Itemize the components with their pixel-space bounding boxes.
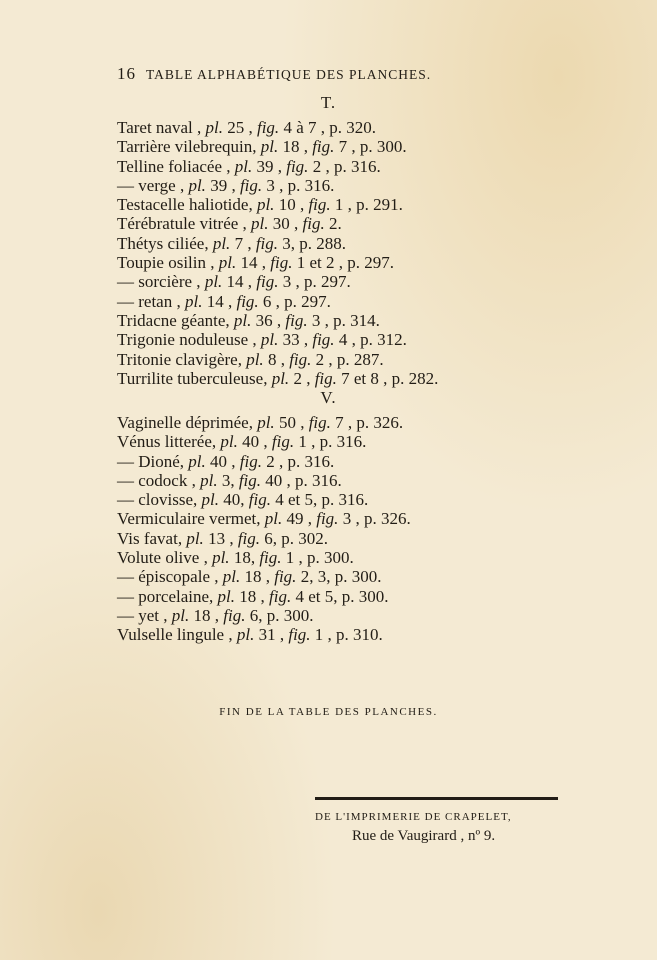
entry-text: 7 , (230, 233, 256, 253)
entry-text: — retan , (117, 291, 185, 311)
entry-abbrev: pl. (188, 451, 206, 471)
index-entry (117, 413, 537, 432)
entry-text: 4 à 7 , p. 320. (279, 118, 376, 137)
index-entry (117, 330, 537, 349)
printer-line-1: DE L'IMPRIMERIE DE CRAPELET, (315, 811, 512, 823)
entry-list-v (117, 413, 537, 645)
entry-text: Tarrière vilebrequin, (117, 137, 261, 157)
entry-text: 8 , (263, 349, 290, 369)
entry-text: 39 , (205, 175, 240, 195)
entry-abbrev: fig. (256, 272, 279, 292)
entry-abbrev: pl. (188, 175, 206, 195)
entry-text: 2, 3, p. 300. (296, 567, 382, 587)
entry-abbrev: fig. (239, 175, 263, 195)
entry-abbrev: pl. (236, 625, 255, 645)
entry-text: 49 , (282, 509, 317, 529)
entry-text: Testacelle haliotide, (117, 195, 257, 215)
entry-text: 3 , p. 297. (278, 272, 351, 292)
entry-text: 4 et 5, p. 316. (270, 490, 369, 510)
index-entry (117, 176, 537, 195)
entry-abbrev: pl. (204, 272, 223, 292)
entry-text: 2 , (289, 368, 315, 388)
running-head (117, 64, 517, 84)
entry-abbrev: fig. (248, 490, 271, 510)
index-entry (117, 234, 537, 253)
index-entry (117, 311, 537, 330)
entry-abbrev: pl. (234, 156, 253, 176)
entry-text: 36 , (251, 310, 286, 330)
entry-abbrev: pl. (205, 118, 223, 137)
entry-abbrev: pl. (201, 490, 220, 510)
index-entry (117, 272, 537, 291)
index-entry (117, 369, 537, 388)
entry-text: 6, p. 300. (245, 605, 314, 625)
entry-text: 7 , p. 300. (334, 137, 407, 157)
entry-text: Vénus litterée, (117, 432, 221, 452)
entry-text: Térébratule vitrée , (117, 214, 252, 234)
entry-abbrev: pl. (184, 291, 203, 311)
entry-abbrev: fig. (289, 349, 312, 369)
entry-text: 3 , p. 326. (338, 509, 411, 529)
entry-text: Tritonie clavigère, (117, 349, 247, 369)
section-heading-t: T. (320, 93, 337, 112)
index-entry (117, 350, 537, 369)
entry-text: Vulselle lingule , (117, 625, 237, 645)
entry-text: 2 , p. 316. (308, 156, 381, 176)
entry-text: — verge , (117, 175, 189, 195)
entry-text: Toupie osilin , (117, 253, 219, 273)
entry-abbrev: fig. (271, 432, 295, 452)
entry-text: 4 , p. 312. (334, 330, 407, 350)
index-entry (117, 587, 537, 606)
index-entry (117, 625, 537, 644)
entry-abbrev: fig. (238, 470, 262, 490)
page-number: 16 (117, 64, 136, 83)
entry-text: 1 , p. 300. (281, 548, 354, 568)
entry-text: 33 , (278, 330, 313, 350)
entry-abbrev: pl. (186, 528, 204, 548)
divider-rule (315, 797, 558, 800)
entry-text: Vis favat, (117, 528, 187, 548)
index-entry (117, 137, 537, 156)
entry-abbrev: fig. (259, 548, 282, 568)
colophon: FIN DE LA TABLE DES PLANCHES. (219, 706, 438, 718)
entry-text: 40 , p. 316. (261, 470, 342, 490)
entry-text: 1 , p. 291. (330, 195, 403, 215)
entry-abbrev: pl. (251, 214, 269, 234)
entry-text: — Dioné, (117, 451, 189, 471)
entry-abbrev: fig. (269, 586, 292, 606)
entry-text: 3, p. 288. (278, 233, 347, 253)
entry-abbrev: pl. (220, 432, 238, 452)
entry-text: 6 , p. 297. (258, 291, 331, 311)
entry-text: 25 , (222, 118, 257, 137)
entry-text: 3 , p. 314. (307, 310, 380, 330)
entry-text: 40 , (205, 451, 240, 471)
entry-abbrev: fig. (223, 605, 246, 625)
entry-text: Thétys ciliée, (117, 233, 213, 253)
entry-text: Vermiculaire vermet, (117, 509, 265, 529)
entry-text: 31 , (254, 625, 289, 645)
entry-text: — porcelaine, (117, 586, 218, 606)
entry-text: 14 , (202, 291, 237, 311)
entry-text: Trigonie noduleuse , (117, 330, 261, 350)
index-entry (117, 567, 537, 586)
entry-text: 18 , (240, 567, 275, 587)
index-entry (117, 253, 537, 272)
entry-text: 18 , (189, 605, 224, 625)
entry-text: Turrilite tuberculeuse, (117, 368, 272, 388)
entry-text: 14 , (236, 253, 271, 273)
index-entry (117, 432, 537, 451)
entry-text: 18 , (278, 137, 313, 157)
entry-text: 1 , p. 316. (294, 432, 367, 452)
entry-abbrev: fig. (316, 509, 339, 529)
entry-text: 13 , (203, 528, 238, 548)
entry-abbrev: pl. (256, 195, 275, 215)
entry-abbrev: fig. (274, 567, 297, 587)
entry-text: — clovisse, (117, 490, 202, 510)
index-entry (117, 157, 537, 176)
entry-text: Telline foliacée , (117, 156, 235, 176)
entry-text: 14 , (222, 272, 257, 292)
entry-abbrev: pl. (260, 330, 279, 350)
entry-abbrev: pl. (271, 368, 290, 388)
entry-text: 2 , p. 287. (311, 349, 384, 369)
entry-text: 50 , (274, 413, 309, 432)
entry-text: 6, p. 302. (260, 528, 329, 548)
index-entry (117, 118, 537, 137)
entry-abbrev: fig. (236, 291, 259, 311)
entry-text: 18 , (235, 586, 270, 606)
entry-abbrev: pl. (246, 349, 264, 369)
entry-abbrev: fig. (255, 233, 279, 253)
entry-abbrev: pl. (217, 586, 236, 606)
entry-abbrev: fig. (308, 413, 331, 432)
index-entry (117, 529, 537, 548)
entry-abbrev: fig. (288, 625, 311, 645)
entry-abbrev: fig. (308, 195, 331, 215)
entry-text: 39 , (252, 156, 287, 176)
entry-abbrev: fig. (270, 253, 293, 273)
entry-abbrev: pl. (233, 310, 252, 330)
entry-text: 40 , (237, 432, 272, 452)
index-entry (117, 606, 537, 625)
entry-text: 40, (219, 490, 249, 510)
entry-text: Vaginelle déprimée, (117, 413, 258, 432)
entry-text: 3, (217, 470, 239, 490)
index-entry (117, 195, 537, 214)
entry-text: 7 et 8 , p. 282. (336, 368, 439, 388)
entry-text: 18, (229, 548, 260, 568)
entry-abbrev: fig. (239, 451, 262, 471)
entry-text: 10 , (274, 195, 309, 215)
entry-abbrev: fig. (314, 368, 337, 388)
entry-abbrev: fig. (312, 137, 335, 157)
index-entry (117, 509, 537, 528)
index-entry (117, 214, 537, 233)
entry-text: 7 , p. 326. (330, 413, 404, 432)
entry-text: 1 et 2 , p. 297. (292, 253, 394, 273)
entry-abbrev: fig. (285, 310, 308, 330)
index-entry (117, 452, 537, 471)
entry-text: — sorcière , (117, 272, 205, 292)
entry-abbrev: pl. (257, 413, 275, 432)
index-entry (117, 471, 537, 490)
entry-abbrev: pl. (260, 137, 279, 157)
entry-text: — codock , (117, 470, 201, 490)
entry-abbrev: pl. (212, 233, 231, 253)
entry-text: Volute olive , (117, 548, 213, 568)
entry-abbrev: pl. (212, 548, 230, 568)
index-entry (117, 548, 537, 567)
entry-abbrev: pl. (222, 567, 241, 587)
entry-text: — yet , (117, 605, 172, 625)
entry-text: 2. (324, 214, 342, 234)
entry-text: 30 , (268, 214, 303, 234)
entry-abbrev: pl. (264, 509, 283, 529)
index-entry (117, 490, 537, 509)
entry-text: 2 , p. 316. (261, 451, 335, 471)
section-heading-v: V. (320, 388, 337, 407)
entry-abbrev: fig. (312, 330, 335, 350)
entry-abbrev: pl. (218, 253, 237, 273)
entry-abbrev: fig. (237, 528, 261, 548)
index-entry (117, 292, 537, 311)
entry-text: 4 et 5, p. 300. (291, 586, 389, 606)
entry-abbrev: fig. (286, 156, 309, 176)
entry-abbrev: fig. (256, 118, 280, 137)
entry-list-t (117, 118, 537, 388)
entry-text: 1 , p. 310. (310, 625, 383, 645)
entry-text: Tridacne géante, (117, 310, 234, 330)
entry-text: — épiscopale , (117, 567, 223, 587)
entry-abbrev: pl. (171, 605, 190, 625)
entry-text: 3 , p. 316. (262, 175, 335, 195)
entry-abbrev: pl. (200, 470, 218, 490)
entry-abbrev: fig. (302, 214, 325, 234)
printer-line-2: Rue de Vaugirard , nº 9. (352, 828, 496, 844)
entry-text: Taret naval , (117, 118, 206, 137)
running-title: TABLE ALPHABÉTIQUE DES PLANCHES. (146, 67, 432, 82)
